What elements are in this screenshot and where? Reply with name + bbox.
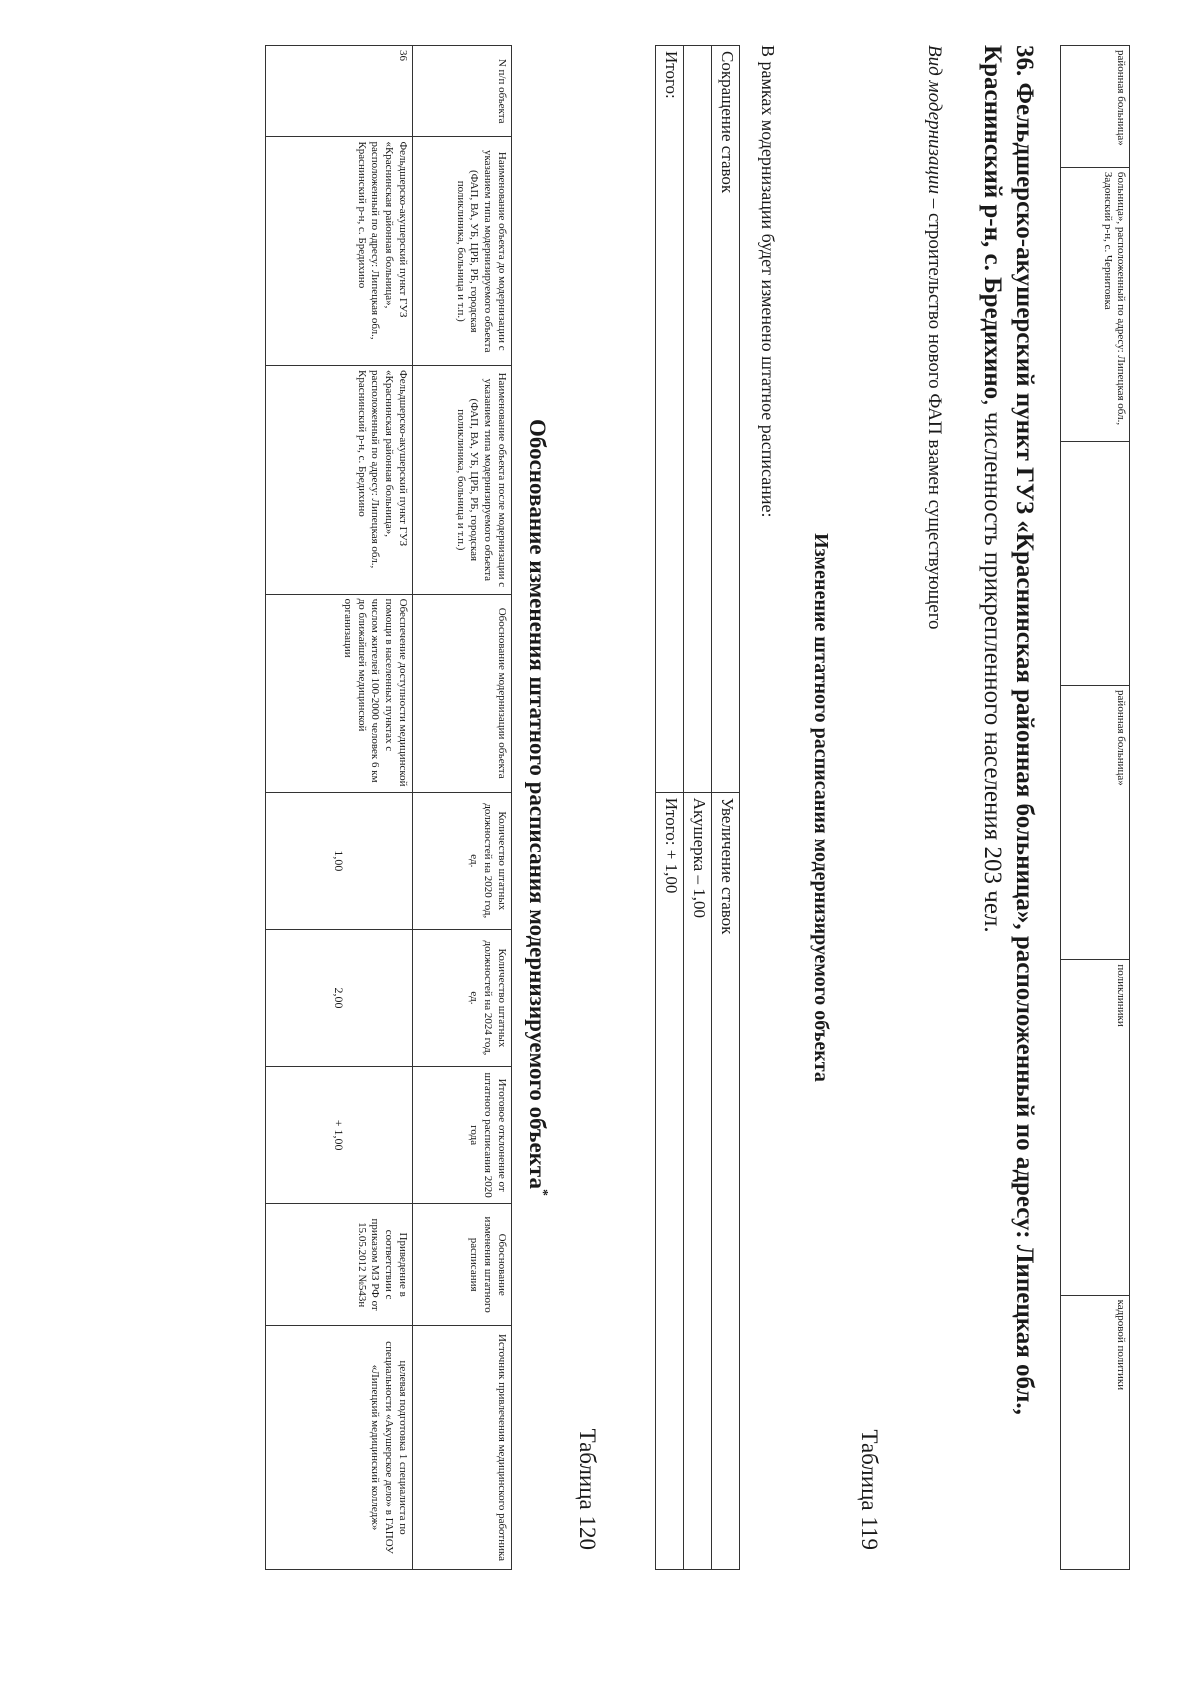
- section-heading-bold: 36. Фельдшерско-акушерский пункт ГУЗ «Краснинская районная больница», расположенный по адресу: Липецкая обл., Краснинский р-н, с. Бредихино: [979, 45, 1038, 1415]
- table-119-title: Изменение штатного расписания модернизируемого объекта: [810, 533, 832, 1082]
- table-119-label: Таблица 119: [857, 1429, 882, 1550]
- table-cell: Фельдшерско-акушерский пункт ГУЗ «Краснинская районная больница», расположенный по адресу: Липецкая обл., Краснинский р-н, с. Бредихино: [266, 137, 413, 366]
- section-heading: [976, 45, 1040, 1570]
- column-header: Наименование объекта до модернизации с указанием типа модернизируемого объекта (ФАП, ВА, УБ, ЦРБ, РБ, городская поликлиника, больница и т.п.): [413, 137, 512, 366]
- table-cell: Итого:: [656, 46, 684, 793]
- footnote-mark: *: [535, 1189, 550, 1196]
- table-cell: Акушерка – 1,00: [684, 792, 712, 1569]
- table-119-intro: В рамках модернизации будет изменено штатное расписание:: [758, 45, 778, 518]
- staffing-justification-table: [265, 45, 512, 1570]
- table-cell: Увеличение ставок: [712, 792, 740, 1569]
- table-120-label: Таблица 120: [575, 1428, 600, 1550]
- table-cell: Обеспечение доступности медицинской помощи в населенных пунктах с числом жителей 100-2000 человек 6 км до ближайшей медицинской организации: [266, 594, 413, 792]
- column-header: Наименование объекта после модернизации с указанием типа модернизируемого объекта (ФАП, ВА, УБ, ЦРБ, РБ, городская поликлиника, больница и т.п.): [413, 366, 512, 595]
- table-row: [266, 46, 413, 1570]
- modernization-type: [923, 45, 945, 630]
- column-header: Итоговое отклонение от штатного расписания 2020 года: [413, 1067, 512, 1204]
- table-cell: + 1,00: [266, 1067, 413, 1204]
- modernization-label: Вид модернизации: [924, 45, 945, 194]
- continuation-table: [1060, 45, 1130, 1570]
- table-cell: [1061, 442, 1130, 686]
- table-cell: 36: [266, 46, 413, 137]
- table-row: [712, 46, 740, 1570]
- staffing-change-table: [655, 45, 740, 1570]
- rotated-document-page: [100, 45, 1130, 1570]
- column-header: Количество штатных должностей на 2024 год, ед.: [413, 929, 512, 1066]
- column-header: N п/п объекта: [413, 46, 512, 137]
- table-cell: Приведение в соответствии с приказом МЗ РФ от 15.05.2012 №543н: [266, 1204, 413, 1326]
- table-cell: больница», расположенный по адресу: Липецкая обл., Задонский р-н, с. Чернитовка: [1061, 167, 1130, 441]
- modernization-text: – строительство нового ФАП взамен существующего: [924, 193, 945, 630]
- table-cell: районная больница»: [1061, 46, 1130, 168]
- table-row: [684, 46, 712, 1570]
- column-header: Обоснование модернизации объекта: [413, 594, 512, 792]
- table-row: [656, 46, 684, 1570]
- table-120-title-text: Обоснование изменения штатного расписания модернизируемого объекта: [525, 418, 550, 1189]
- section-heading-tail: , численность прикрепленного населения 203 чел.: [979, 399, 1006, 933]
- table-120-title: [524, 45, 550, 1570]
- table-cell: Сокращение ставок: [712, 46, 740, 793]
- table-cell: 1,00: [266, 792, 413, 929]
- table-cell: целевая подготовка 1 специалиста по специальности «Акушерское дело» в ГАПОУ «Липецкий медицинский колледж»: [266, 1326, 413, 1570]
- column-header: Количество штатных должностей на 2020 год, ед.: [413, 792, 512, 929]
- table-cell: районная больница»: [1061, 686, 1130, 960]
- table-cell: Итого: + 1,00: [656, 792, 684, 1569]
- table-cell: Фельдшерско-акушерский пункт ГУЗ «Краснинская районная больница», расположенный по адресу: Липецкая обл., Краснинский р-н, с. Бредихино: [266, 366, 413, 595]
- table-header-row: [413, 46, 512, 1570]
- table-cell: [684, 46, 712, 793]
- table-cell: кадровой политики: [1061, 1295, 1130, 1569]
- column-header: Обоснование изменения штатного расписания: [413, 1204, 512, 1326]
- table-cell: поликлиники: [1061, 960, 1130, 1295]
- column-header: Источник привлечения медицинского работника: [413, 1326, 512, 1570]
- table-cell: 2,00: [266, 929, 413, 1066]
